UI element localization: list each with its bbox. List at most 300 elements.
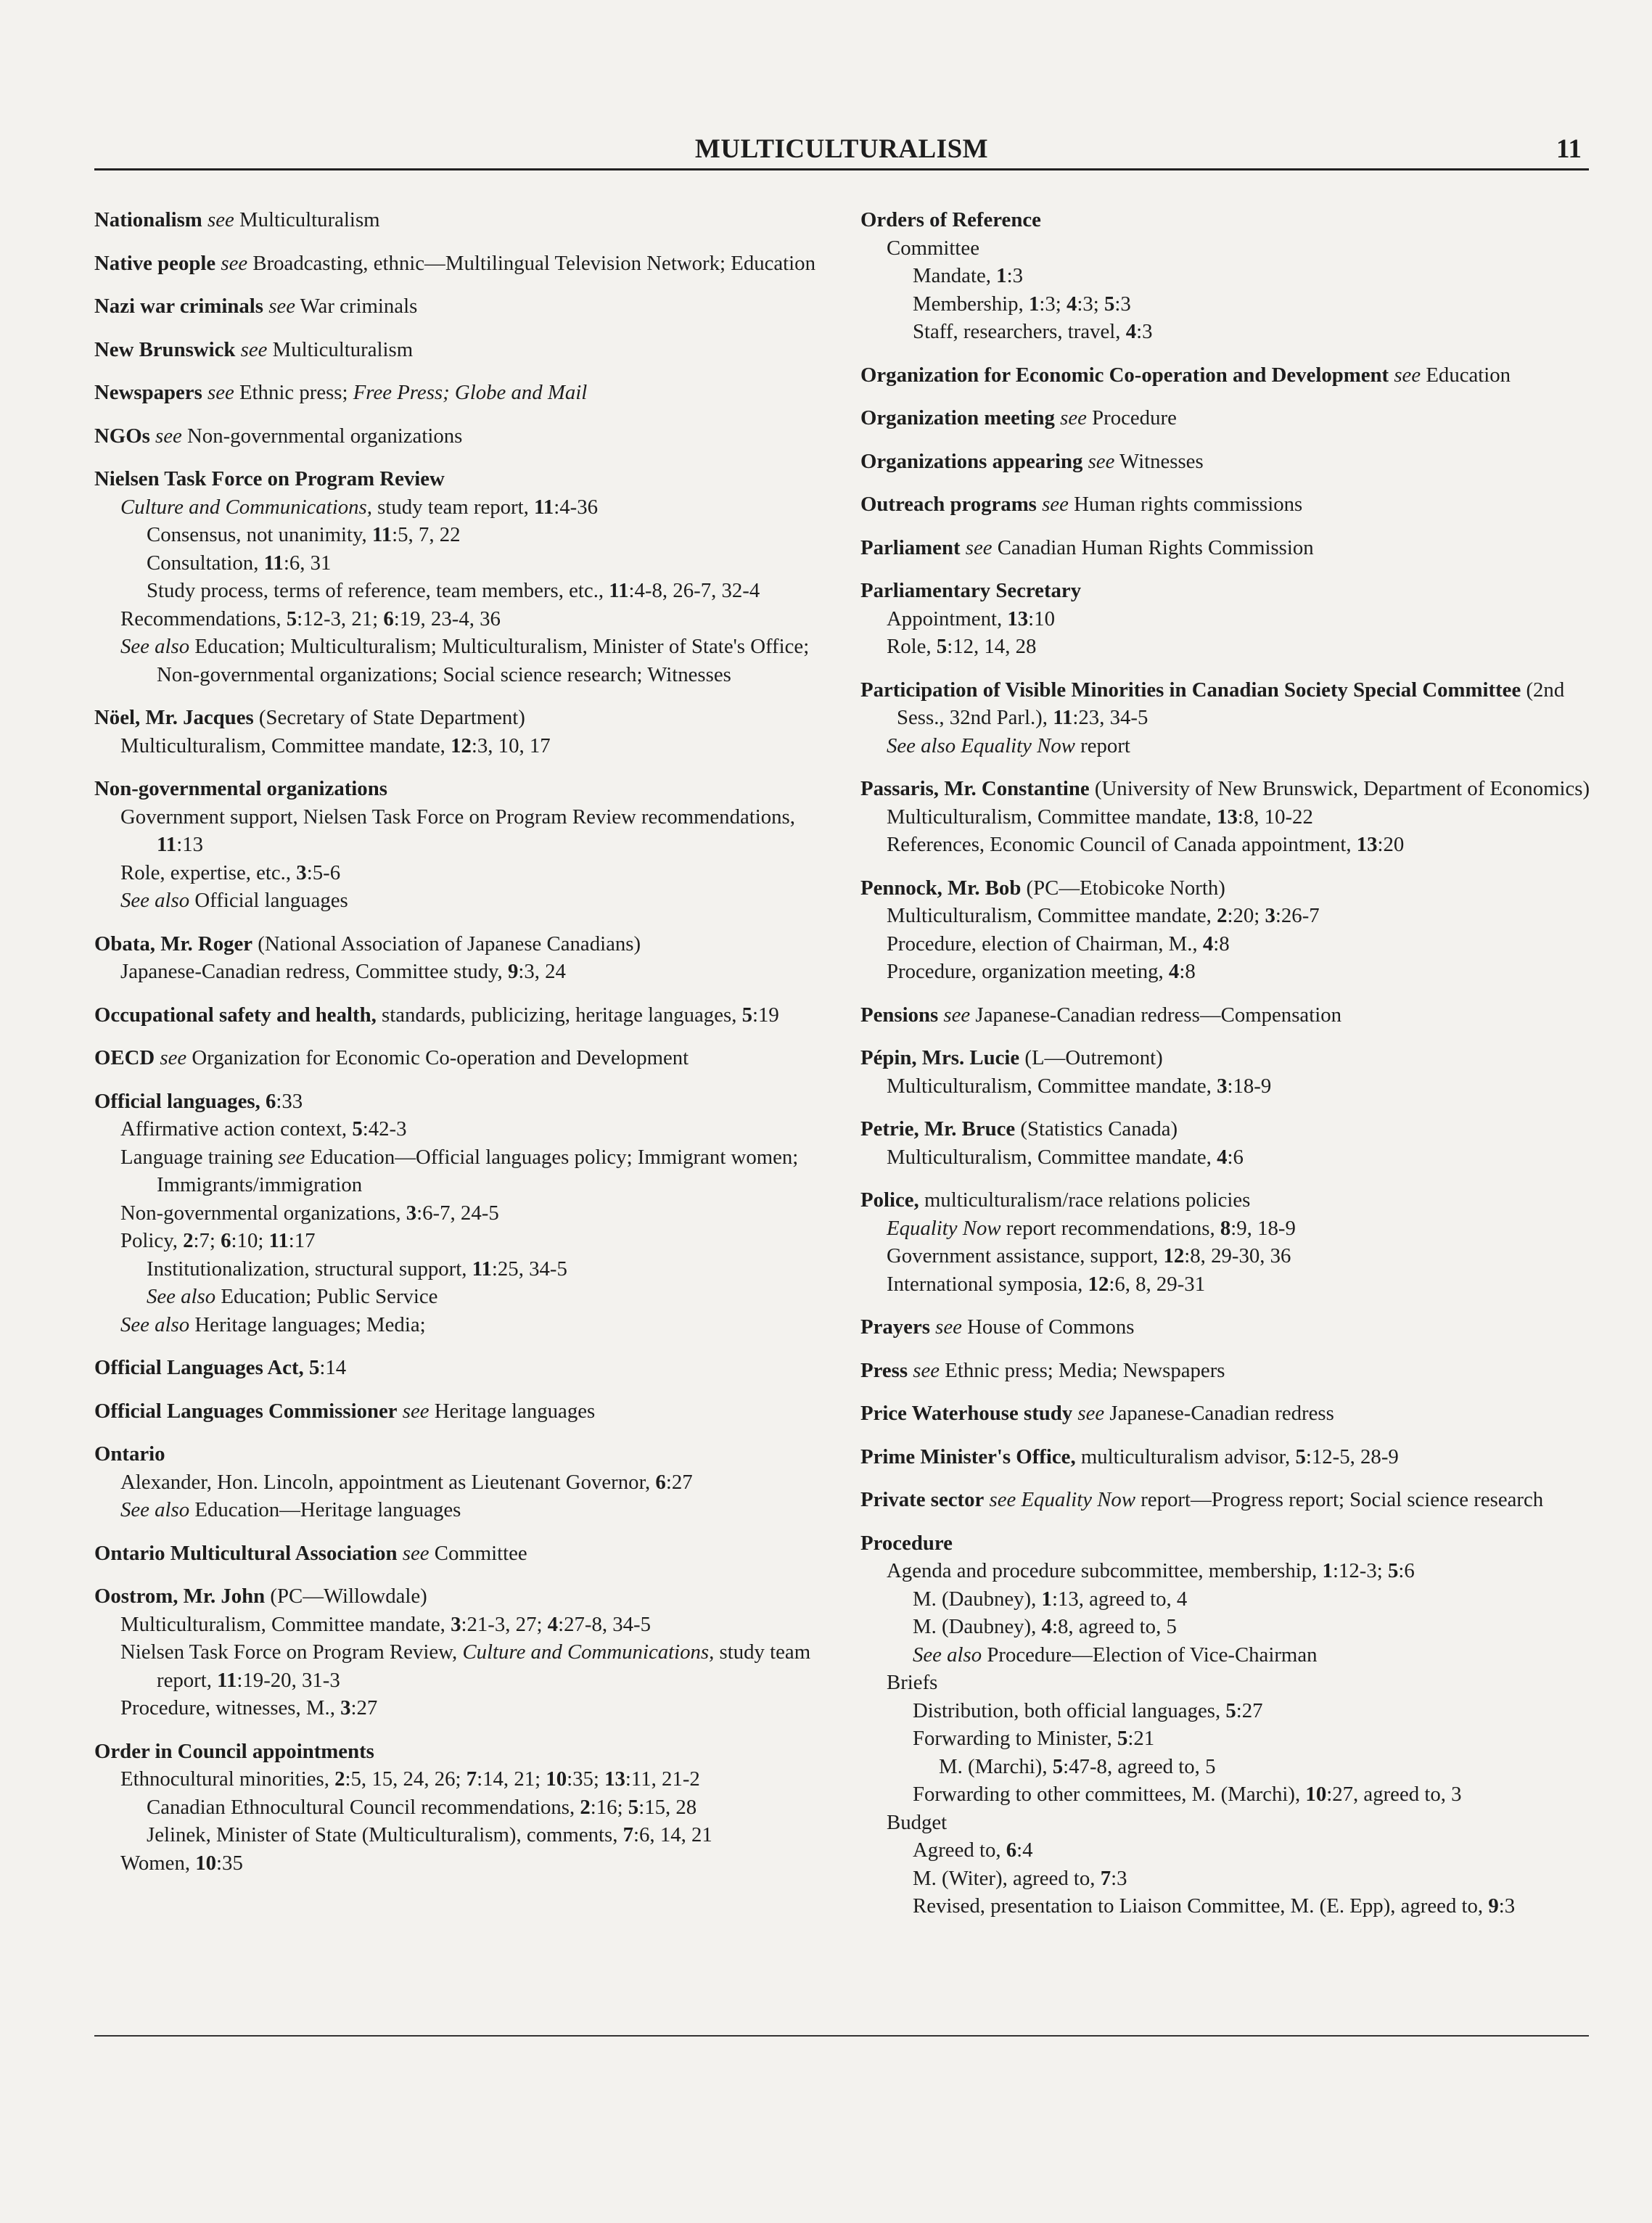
index-subentry (94, 1199, 842, 1228)
italic-text: see (207, 208, 234, 231)
page-number: 11 (1556, 134, 1582, 164)
index-subentry (860, 1143, 1615, 1172)
bold-text: Passaris, Mr. Constantine (860, 777, 1090, 800)
index-heading (860, 874, 1615, 903)
text-run: Forwarding to Minister, (913, 1727, 1117, 1750)
bold-text: 4 (1217, 1145, 1228, 1169)
index-heading (860, 1443, 1615, 1471)
index-subentry (860, 234, 1615, 263)
bold-text: 3 (406, 1201, 417, 1225)
index-subentry (860, 1215, 1615, 1243)
text-run: :4-8, 26-7, 32-4 (628, 579, 760, 602)
text-run: Agenda and procedure subcommittee, membership, (887, 1559, 1323, 1582)
index-entry (860, 1186, 1615, 1298)
text-run: Ethnocultural minorities, (120, 1767, 335, 1791)
bold-text: 4 (1168, 960, 1180, 983)
text-run (202, 208, 207, 231)
text-run: :8 (1213, 932, 1230, 956)
text-run: :8 (1179, 960, 1196, 983)
index-heading (860, 775, 1615, 803)
italic-text: see (402, 1399, 430, 1423)
index-subentry (94, 1694, 842, 1722)
text-run: Heritage languages (429, 1399, 596, 1423)
bold-text: 5 (1295, 1445, 1306, 1468)
index-subentry (860, 1072, 1615, 1101)
index-entry (94, 422, 842, 451)
index-subentry (860, 1836, 1615, 1865)
index-subentry (94, 1227, 842, 1255)
bold-text: Prayers (860, 1315, 930, 1339)
index-subentry (94, 1638, 842, 1694)
text-run: :42-3 (362, 1117, 407, 1141)
index-subentry (94, 1496, 842, 1524)
index-subentry (860, 1753, 1615, 1781)
text-run: (Secretary of State Department) (253, 706, 525, 729)
text-run: :20 (1377, 833, 1405, 856)
index-heading (94, 704, 842, 732)
italic-text: See also (913, 1643, 982, 1667)
index-subentry (94, 1821, 842, 1849)
text-run: :26-7 (1275, 904, 1320, 927)
text-run: :35; (567, 1767, 605, 1791)
bold-text: Official Languages Act, (94, 1356, 304, 1379)
index-heading (860, 1529, 1615, 1558)
index-heading (860, 676, 1615, 732)
text-run: (Statistics Canada) (1015, 1117, 1178, 1141)
text-run: :19 (752, 1003, 779, 1027)
bold-text: Orders of Reference (860, 208, 1041, 231)
bold-text: 4 (1125, 320, 1137, 343)
text-run: M. (Daubney), (913, 1615, 1042, 1638)
index-entry (860, 775, 1615, 859)
bold-text: Occupational safety and health, (94, 1003, 377, 1027)
text-run: :3, 10, 17 (471, 734, 551, 757)
text-run: Procedure, organization meeting, (887, 960, 1169, 983)
text-run: Affirmative action context, (120, 1117, 353, 1141)
text-run: :25, 34-5 (491, 1257, 567, 1281)
index-heading (860, 448, 1615, 476)
index-subentry (94, 1611, 842, 1639)
text-run: Education—Heritage languages (189, 1498, 461, 1521)
page-title: MULTICULTURALISM (694, 134, 989, 164)
text-run: (National Association of Japanese Canadians) (252, 932, 641, 956)
text-run: House of Commons (961, 1315, 1135, 1339)
text-run: Institutionalization, structural support, (147, 1257, 472, 1281)
footer-rule (94, 2035, 1589, 2037)
bold-text: Nationalism (94, 208, 202, 231)
text-run (150, 424, 155, 448)
text-run: Multiculturalism (267, 337, 414, 361)
bold-text: Official Languages Commissioner (94, 1399, 398, 1423)
text-run: :21-3, 27; (461, 1612, 548, 1636)
text-run: Policy, (120, 1229, 184, 1252)
index-subentry (860, 1892, 1615, 1920)
text-run: (L—Outremont) (1019, 1046, 1163, 1069)
bold-text: 1 (996, 264, 1007, 287)
italic-text: See also (120, 889, 190, 912)
text-run: Budget (887, 1810, 948, 1834)
bold-text: 10 (195, 1851, 217, 1875)
text-run: Consultation, (147, 551, 264, 575)
index-entry (860, 1529, 1615, 1920)
italic-text: Free Press; Globe and Mail (353, 381, 588, 404)
index-entry (94, 1001, 842, 1030)
index-entry (860, 874, 1615, 986)
index-subentry (860, 1697, 1615, 1725)
text-run: M. (Daubney), (913, 1587, 1042, 1611)
bold-text: 2 (183, 1229, 194, 1252)
index-subentry (94, 1311, 842, 1339)
index-subentry (860, 930, 1615, 958)
text-run: :14, 21; (477, 1767, 546, 1791)
text-run: Distribution, both official languages, (913, 1698, 1226, 1722)
index-heading (860, 534, 1615, 562)
bold-text: Official languages, (94, 1089, 260, 1113)
italic-text: See also (120, 1498, 190, 1521)
bold-text: 7 (466, 1767, 477, 1791)
italic-text: see (943, 1003, 971, 1027)
bold-text: 3 (340, 1696, 351, 1719)
bold-text: 11 (1053, 706, 1073, 729)
text-run: :3 (1498, 1894, 1516, 1918)
bold-text: 6 (265, 1089, 276, 1113)
index-subentry (94, 1765, 842, 1793)
index-entry (94, 1440, 842, 1524)
text-run: M. (Witer), agreed to, (913, 1866, 1101, 1890)
index-subentry (94, 732, 842, 760)
text-run: Consensus, not unanimity, (147, 523, 372, 546)
bold-text: Participation of Visible Minorities in Canadian Society Special Committee (860, 678, 1521, 702)
bold-text: Ontario Multicultural Association (94, 1541, 398, 1565)
index-heading (860, 577, 1615, 605)
index-subentry (860, 1669, 1615, 1697)
text-run: International symposia, (887, 1272, 1088, 1296)
index-entry (94, 1540, 842, 1568)
text-run: :4-36 (554, 495, 599, 519)
index-entry (860, 534, 1615, 562)
text-run: :13 (176, 833, 204, 856)
index-subentry (860, 803, 1615, 831)
index-subentry (94, 605, 842, 633)
text-run: study team report, (157, 1640, 811, 1692)
bold-text: 13 (1007, 607, 1029, 630)
index-entry (94, 1397, 842, 1426)
text-run: (PC—Willowdale) (265, 1585, 427, 1608)
text-run: :27 (350, 1696, 378, 1719)
index-subentry (860, 1865, 1615, 1893)
bold-text: 11 (268, 1229, 289, 1252)
index-heading (94, 930, 842, 958)
text-run: Jelinek, Minister of State (Multiculturalism), comments, (147, 1823, 623, 1846)
index-heading (94, 1354, 842, 1382)
text-run: Multiculturalism (234, 208, 380, 231)
text-run: :27 (665, 1470, 693, 1494)
bold-text: 3 (1217, 1074, 1228, 1098)
text-run: report recommendations, (1000, 1216, 1220, 1240)
text-run: Multiculturalism, Committee mandate, (120, 1612, 451, 1636)
bold-text: 4 (1202, 932, 1214, 956)
index-heading (860, 206, 1615, 234)
bold-text: Private sector (860, 1488, 985, 1511)
text-run: Japanese-Canadian redress, Committee study, (120, 960, 508, 983)
index-entry (94, 1044, 842, 1072)
index-entry (860, 404, 1615, 432)
bold-text: 2 (580, 1795, 591, 1819)
index-subentry (860, 958, 1615, 986)
text-run: :14 (319, 1356, 347, 1379)
text-run: Recommendations, (120, 607, 287, 630)
text-run: :8, 29-30, 36 (1184, 1244, 1291, 1267)
text-run: standards, publicizing, heritage languages, (376, 1003, 742, 1027)
bold-text: Petrie, Mr. Bruce (860, 1117, 1016, 1141)
italic-text: see (155, 424, 182, 448)
text-run: study team report, (371, 495, 535, 519)
index-heading (860, 1486, 1615, 1514)
text-run: Appointment, (887, 607, 1008, 630)
text-run: :5, 15, 24, 26; (345, 1767, 467, 1791)
text-run: Heritage languages; Media; (189, 1312, 426, 1336)
index-subentry (94, 549, 842, 578)
index-subentry (94, 958, 842, 986)
bold-text: Parliament (860, 535, 961, 559)
bold-text: Oostrom, Mr. John (94, 1585, 266, 1608)
text-run: Ethnic press; Media; Newspapers (940, 1358, 1225, 1382)
text-run: Procedure, election of Chairman, M., (887, 932, 1203, 956)
bold-text: Nazi war criminals (94, 295, 264, 318)
text-run: report—Progress report; Social science research (1135, 1488, 1544, 1511)
text-run (1037, 493, 1042, 516)
index-entry (94, 465, 842, 689)
index-subentry (94, 577, 842, 605)
text-run: Procedure (1086, 406, 1177, 430)
text-run: :35 (216, 1851, 243, 1875)
italic-text: see (207, 381, 234, 404)
index-heading (94, 336, 842, 364)
text-run (260, 1090, 266, 1113)
bold-text: Native people (94, 251, 216, 275)
italic-text: see (221, 251, 248, 275)
index-subentry (860, 1270, 1615, 1299)
bold-text: 1 (1028, 292, 1040, 316)
index-heading (94, 422, 842, 451)
index-entry (860, 448, 1615, 476)
text-run (304, 1356, 309, 1379)
bold-text: 5 (1225, 1698, 1236, 1722)
text-run: :20; (1227, 904, 1265, 927)
text-run: :27-8, 34-5 (558, 1612, 652, 1636)
index-subentry (860, 1613, 1615, 1641)
text-run: Committee (887, 236, 979, 260)
index-subentry (860, 902, 1615, 930)
italic-text: see (1088, 449, 1115, 473)
text-run: Study process, terms of reference, team members, etc., (147, 579, 609, 602)
text-run: :6-7, 24-5 (416, 1201, 499, 1225)
index-entry (860, 490, 1615, 519)
bold-text: NGOs (94, 424, 150, 448)
index-subentry (860, 1641, 1615, 1669)
bold-text: 9 (507, 960, 519, 983)
bold-text: Police, (860, 1188, 919, 1212)
text-run (202, 381, 207, 404)
text-run: Japanese-Canadian redress—Compensation (970, 1003, 1341, 1027)
text-run: Education; Public Service (215, 1285, 438, 1308)
text-run: :17 (288, 1229, 316, 1252)
text-run: Witnesses (1114, 449, 1204, 473)
index-heading (94, 292, 842, 321)
italic-text: See also (120, 1312, 190, 1336)
index-entry (94, 930, 842, 986)
index-entry (860, 1443, 1615, 1471)
index-subentry (860, 262, 1615, 290)
italic-text: see (965, 535, 993, 559)
text-run: Alexander, Hon. Lincoln, appointment as Lieutenant Governor, (120, 1470, 656, 1494)
text-run: (University of New Brunswick, Department of Economics) (1089, 777, 1590, 800)
italic-text: see (402, 1541, 430, 1565)
italic-text: See also Equality Now (887, 734, 1075, 757)
bold-text: 5 (1052, 1754, 1064, 1778)
index-subentry (94, 493, 842, 522)
text-run: :13, agreed to, 4 (1051, 1587, 1188, 1611)
index-column-right (860, 206, 1615, 1936)
text-run: Mandate, (913, 264, 997, 287)
bold-text: Nielsen Task Force on Program Review (94, 467, 445, 490)
index-subentry (860, 605, 1615, 633)
bold-text: 9 (1488, 1894, 1499, 1918)
text-run: (PC—Etobicoke North) (1021, 876, 1225, 900)
text-run: M. (Marchi), (939, 1754, 1053, 1778)
index-subentry (860, 1725, 1615, 1753)
index-heading (94, 1440, 842, 1468)
text-run: Revised, presentation to Liaison Committee, M. (E. Epp), agreed to, (913, 1894, 1489, 1918)
text-run: :27, agreed to, 3 (1326, 1783, 1462, 1806)
bold-text: 11 (609, 579, 629, 602)
bold-text: 10 (546, 1767, 567, 1791)
bold-text: Organization meeting (860, 406, 1055, 430)
index-subentry (94, 1849, 842, 1878)
italic-text: see (935, 1315, 962, 1339)
index-entry (860, 1400, 1615, 1428)
text-run: :23, 34-5 (1072, 706, 1148, 729)
text-run: Broadcasting, ethnic—Multilingual Television Network; Education (247, 251, 815, 275)
text-run: :19, 23-4, 36 (393, 607, 501, 630)
text-run: :9, 18-9 (1230, 1216, 1296, 1240)
bold-text: 8 (1220, 1216, 1231, 1240)
text-run: Multiculturalism, Committee mandate, (120, 734, 451, 757)
bold-text: Ontario (94, 1442, 165, 1466)
index-entry (860, 1044, 1615, 1100)
index-entry (860, 1357, 1615, 1385)
index-subentry (94, 633, 842, 689)
text-run: Human rights commissions (1068, 493, 1303, 516)
text-run: :10 (1028, 607, 1055, 630)
italic-text: see (1060, 406, 1087, 430)
index-subentry (94, 1115, 842, 1143)
index-heading (94, 250, 842, 278)
text-run: Membership, (913, 292, 1029, 316)
bold-text: Nöel, Mr. Jacques (94, 706, 254, 729)
bold-text: Outreach programs (860, 493, 1037, 516)
index-column-left (94, 206, 842, 1892)
index-subentry (94, 1283, 842, 1311)
italic-text: See also (120, 635, 190, 658)
index-heading (94, 1738, 842, 1766)
index-heading (94, 775, 842, 803)
bold-text: 5 (308, 1356, 320, 1379)
text-run: :3 (1136, 320, 1153, 343)
bold-text: Prime Minister's Office, (860, 1445, 1076, 1468)
text-run: Education; Multiculturalism; Multiculturalism, Minister of State's Office; Non-governmental organizations; Social science research; Witnesses (157, 635, 810, 686)
bold-text: New Brunswick (94, 337, 236, 361)
text-run: :6 (1398, 1559, 1415, 1582)
text-run: :3 (1006, 264, 1023, 287)
bold-text: 5 (1117, 1727, 1128, 1750)
text-run: :6 (1227, 1145, 1244, 1169)
text-run: :3; (1039, 292, 1067, 316)
bold-text: Pennock, Mr. Bob (860, 876, 1022, 900)
bold-text: Pensions (860, 1003, 939, 1027)
index-entry (94, 336, 842, 364)
bold-text: 11 (263, 551, 284, 575)
text-run: References, Economic Council of Canada appointment, (887, 833, 1357, 856)
text-run: :33 (276, 1089, 303, 1113)
text-run: :15, 28 (638, 1795, 697, 1819)
bold-text: Non-governmental organizations (94, 777, 387, 800)
bold-text: 6 (383, 607, 394, 630)
text-run: Committee (429, 1541, 527, 1565)
index-entry (94, 1738, 842, 1878)
bold-text: 1 (1041, 1587, 1052, 1611)
index-heading (860, 1400, 1615, 1428)
text-run: Official languages (189, 889, 348, 912)
bold-text: Price Waterhouse study (860, 1402, 1073, 1425)
text-run (235, 338, 240, 361)
text-run: multiculturalism advisor, (1075, 1445, 1296, 1468)
text-run: Forwarding to other committees, M. (Marchi), (913, 1783, 1306, 1806)
text-run: Ethnic press; (234, 381, 353, 404)
index-subentry (94, 1255, 842, 1283)
bold-text: 5 (352, 1117, 363, 1141)
bold-text: 11 (217, 1668, 237, 1692)
index-heading (94, 1397, 842, 1426)
text-run: Canadian Human Rights Commission (992, 535, 1314, 559)
text-run: :19-20, 31-3 (237, 1668, 340, 1692)
index-subentry (94, 1468, 842, 1497)
index-heading (860, 361, 1615, 390)
italic-text: Culture and Communications, (120, 495, 372, 519)
text-run: Non-governmental organizations (181, 424, 463, 448)
italic-text: see (913, 1358, 940, 1382)
bold-text: 4 (1041, 1615, 1052, 1638)
index-heading (94, 1582, 842, 1611)
bold-text: 5 (286, 607, 297, 630)
index-heading (860, 490, 1615, 519)
index-subentry (94, 859, 842, 887)
index-entry (94, 704, 842, 760)
bold-text: 3 (296, 860, 307, 884)
text-run: War criminals (295, 295, 418, 318)
index-heading (94, 206, 842, 234)
italic-text: See also (147, 1285, 216, 1308)
bold-text: 10 (1305, 1783, 1327, 1806)
bold-text: 7 (1100, 1866, 1111, 1890)
bold-text: Obata, Mr. Roger (94, 932, 253, 956)
index-entry (94, 775, 842, 915)
bold-text: 3 (451, 1612, 461, 1636)
index-subentry (94, 1793, 842, 1822)
text-run (398, 1400, 403, 1423)
index-entry (94, 292, 842, 321)
text-run: :7; (193, 1229, 221, 1252)
